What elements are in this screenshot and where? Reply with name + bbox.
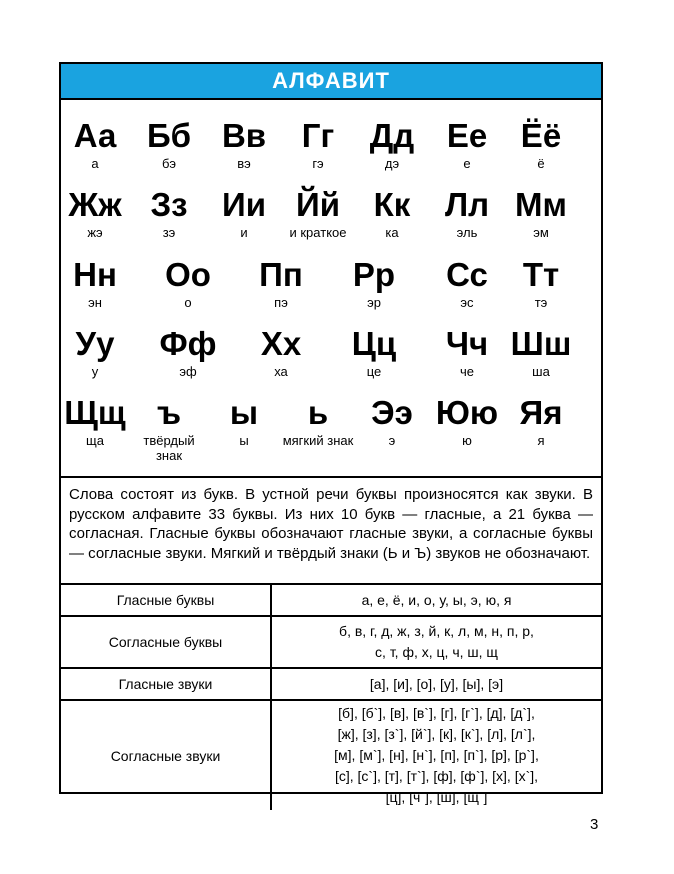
- letter-glyph: Бб: [146, 117, 192, 154]
- letter-glyph: Яя: [519, 394, 563, 431]
- letter-cell: [503, 395, 579, 448]
- letter-name: ё: [537, 156, 545, 171]
- letter-cell: [150, 257, 226, 310]
- letter-cell: [503, 326, 579, 379]
- table-cell-label: Согласные звуки: [61, 700, 271, 810]
- letter-glyph: Ее: [446, 117, 488, 154]
- page-number: 3: [590, 816, 599, 833]
- letter-cell: [429, 257, 505, 310]
- table-cell-label: Согласные буквы: [61, 616, 271, 668]
- letter-cell: [206, 395, 282, 448]
- table-row: [61, 584, 601, 616]
- letter-glyph: Цц: [351, 325, 397, 362]
- letter-glyph: Щщ: [64, 394, 126, 431]
- table-row: [61, 700, 601, 810]
- letter-cell: [131, 395, 207, 463]
- table-cell-label: Гласные звуки: [61, 668, 271, 700]
- letter-glyph: Тт: [522, 256, 560, 293]
- letter-glyph: Нн: [73, 256, 117, 293]
- letter-cell: [354, 118, 430, 171]
- alphabet-paragraph: Слова состоят из букв. В устной речи буквы произносятся как звуки. В русском алфавите 33 буквы. Из них 10 букв — гласные, а 21 буква — согласная. Гласные буквы обозначают гласные звуки, а согласные буквы — согласные звуки. Мягкий и твёрдый знаки (Ь и Ъ) звуков не обозначают.: [61, 476, 601, 583]
- letter-name: ша: [532, 364, 550, 379]
- letter-glyph: Чч: [445, 325, 489, 362]
- table-cell-value: [271, 700, 601, 810]
- table-cell-label: Гласные буквы: [61, 584, 271, 616]
- letter-name: дэ: [384, 156, 400, 171]
- letter-cell: [206, 118, 282, 171]
- letter-glyph: Зз: [150, 186, 188, 223]
- table-cell-line: [с], [с`], [т], [т`], [ф], [ф`], [х], [х`],: [334, 768, 539, 784]
- letter-name: тэ: [534, 295, 548, 310]
- letter-cell: [429, 395, 505, 448]
- letter-glyph: Хх: [260, 325, 302, 362]
- letter-glyph: Вв: [221, 117, 267, 154]
- letter-glyph: Мм: [515, 186, 567, 223]
- letter-name: и краткое: [289, 225, 347, 240]
- letter-glyph: Ээ: [371, 394, 413, 431]
- letter-name: эн: [88, 295, 102, 310]
- letter-glyph: Пп: [259, 256, 303, 293]
- letter-cell: [336, 326, 412, 379]
- table-cell-value: [271, 616, 601, 668]
- letter-name: я: [537, 433, 545, 448]
- letter-cell: [503, 257, 579, 310]
- table-cell-line: [ц], [ч`], [ш], [щ`]: [385, 789, 488, 805]
- letter-cell: [131, 118, 207, 171]
- alphabet-frame: [59, 62, 603, 805]
- page-title: АЛФАВИТ: [61, 64, 601, 98]
- letter-name: гэ: [312, 156, 324, 171]
- letter-cell: [503, 187, 579, 240]
- letter-name: е: [463, 156, 471, 171]
- letter-glyph: ъ: [156, 394, 182, 431]
- letter-cell: [206, 187, 282, 240]
- letter-name: э: [388, 433, 396, 448]
- letter-name: эм: [533, 225, 549, 240]
- letter-glyph: Сс: [446, 256, 488, 293]
- letter-name: че: [459, 364, 474, 379]
- letter-name: у: [91, 364, 99, 379]
- letter-glyph: Рр: [352, 256, 396, 293]
- letter-glyph: Йй: [295, 186, 340, 223]
- table-cell-line: [б], [б`], [в], [в`], [г], [г`], [д], [д`],: [338, 705, 535, 721]
- table-cell-line: [ж], [з], [з`], [й`], [к], [к`], [л], [л`],: [337, 726, 536, 742]
- letter-name: це: [366, 364, 382, 379]
- table-cell-line: с, т, ф, х, ц, ч, ш, щ: [375, 644, 498, 660]
- letter-name: твёрдый знак: [143, 433, 195, 463]
- letter-cell: [57, 187, 133, 240]
- letter-cell: [429, 326, 505, 379]
- letters-grid: [61, 98, 601, 476]
- letter-glyph: Шш: [510, 325, 572, 362]
- letter-glyph: Уу: [75, 325, 115, 362]
- letter-cell: [57, 326, 133, 379]
- table-cell-line: [м], [м`], [н], [н`], [п], [п`], [р], [р`],: [334, 747, 539, 763]
- letter-glyph: ь: [307, 394, 329, 431]
- letter-name: а: [91, 156, 99, 171]
- letter-cell: [354, 187, 430, 240]
- letter-name: эф: [179, 364, 197, 379]
- letter-name: ка: [385, 225, 399, 240]
- table-cell-value: а, е, ё, и, о, у, ы, э, ю, я: [361, 592, 512, 608]
- letter-cell: [429, 118, 505, 171]
- letter-glyph: Дд: [369, 117, 415, 154]
- letter-glyph: Оо: [165, 256, 211, 293]
- letter-glyph: Гг: [301, 117, 335, 154]
- letter-name: эр: [367, 295, 381, 310]
- letter-glyph: Ёё: [520, 117, 562, 154]
- table-row: [61, 616, 601, 668]
- letter-cell: [150, 326, 226, 379]
- letter-name: зэ: [162, 225, 176, 240]
- letter-cell: [280, 395, 356, 448]
- letter-cell: [243, 326, 319, 379]
- letter-name: ы: [239, 433, 249, 448]
- letter-glyph: ы: [229, 394, 259, 431]
- letter-name: пэ: [274, 295, 288, 310]
- table-row: [61, 668, 601, 700]
- letter-name: ха: [274, 364, 288, 379]
- letter-cell: [503, 118, 579, 171]
- letter-cell: [57, 257, 133, 310]
- letter-name: жэ: [87, 225, 103, 240]
- letter-cell: [280, 118, 356, 171]
- letters-sounds-table: [61, 583, 601, 810]
- letter-name: бэ: [162, 156, 176, 171]
- letter-name: мягкий знак: [282, 433, 354, 448]
- letter-name: ю: [462, 433, 472, 448]
- letter-name: ща: [86, 433, 104, 448]
- letter-cell: [57, 118, 133, 171]
- letter-glyph: Кк: [373, 186, 411, 223]
- letter-name: о: [184, 295, 192, 310]
- letter-glyph: Юю: [435, 394, 499, 431]
- table-cell-value: [а], [и], [о], [у], [ы], [э]: [271, 668, 601, 700]
- letter-cell: [354, 395, 430, 448]
- letter-cell: [280, 187, 356, 240]
- letter-glyph: Лл: [444, 186, 490, 223]
- letter-cell: [57, 395, 133, 448]
- letter-glyph: Аа: [73, 117, 117, 154]
- letter-cell: [429, 187, 505, 240]
- letter-name: эль: [456, 225, 478, 240]
- letter-cell: [243, 257, 319, 310]
- letter-name: и: [240, 225, 248, 240]
- letter-cell: [336, 257, 412, 310]
- letter-name: эс: [460, 295, 474, 310]
- letter-glyph: Жж: [68, 186, 122, 223]
- letter-name: вэ: [237, 156, 251, 171]
- letter-glyph: Фф: [159, 325, 217, 362]
- table-cell-line: б, в, г, д, ж, з, й, к, л, м, н, п, р,: [339, 623, 534, 639]
- letter-cell: [131, 187, 207, 240]
- letter-glyph: Ии: [221, 186, 266, 223]
